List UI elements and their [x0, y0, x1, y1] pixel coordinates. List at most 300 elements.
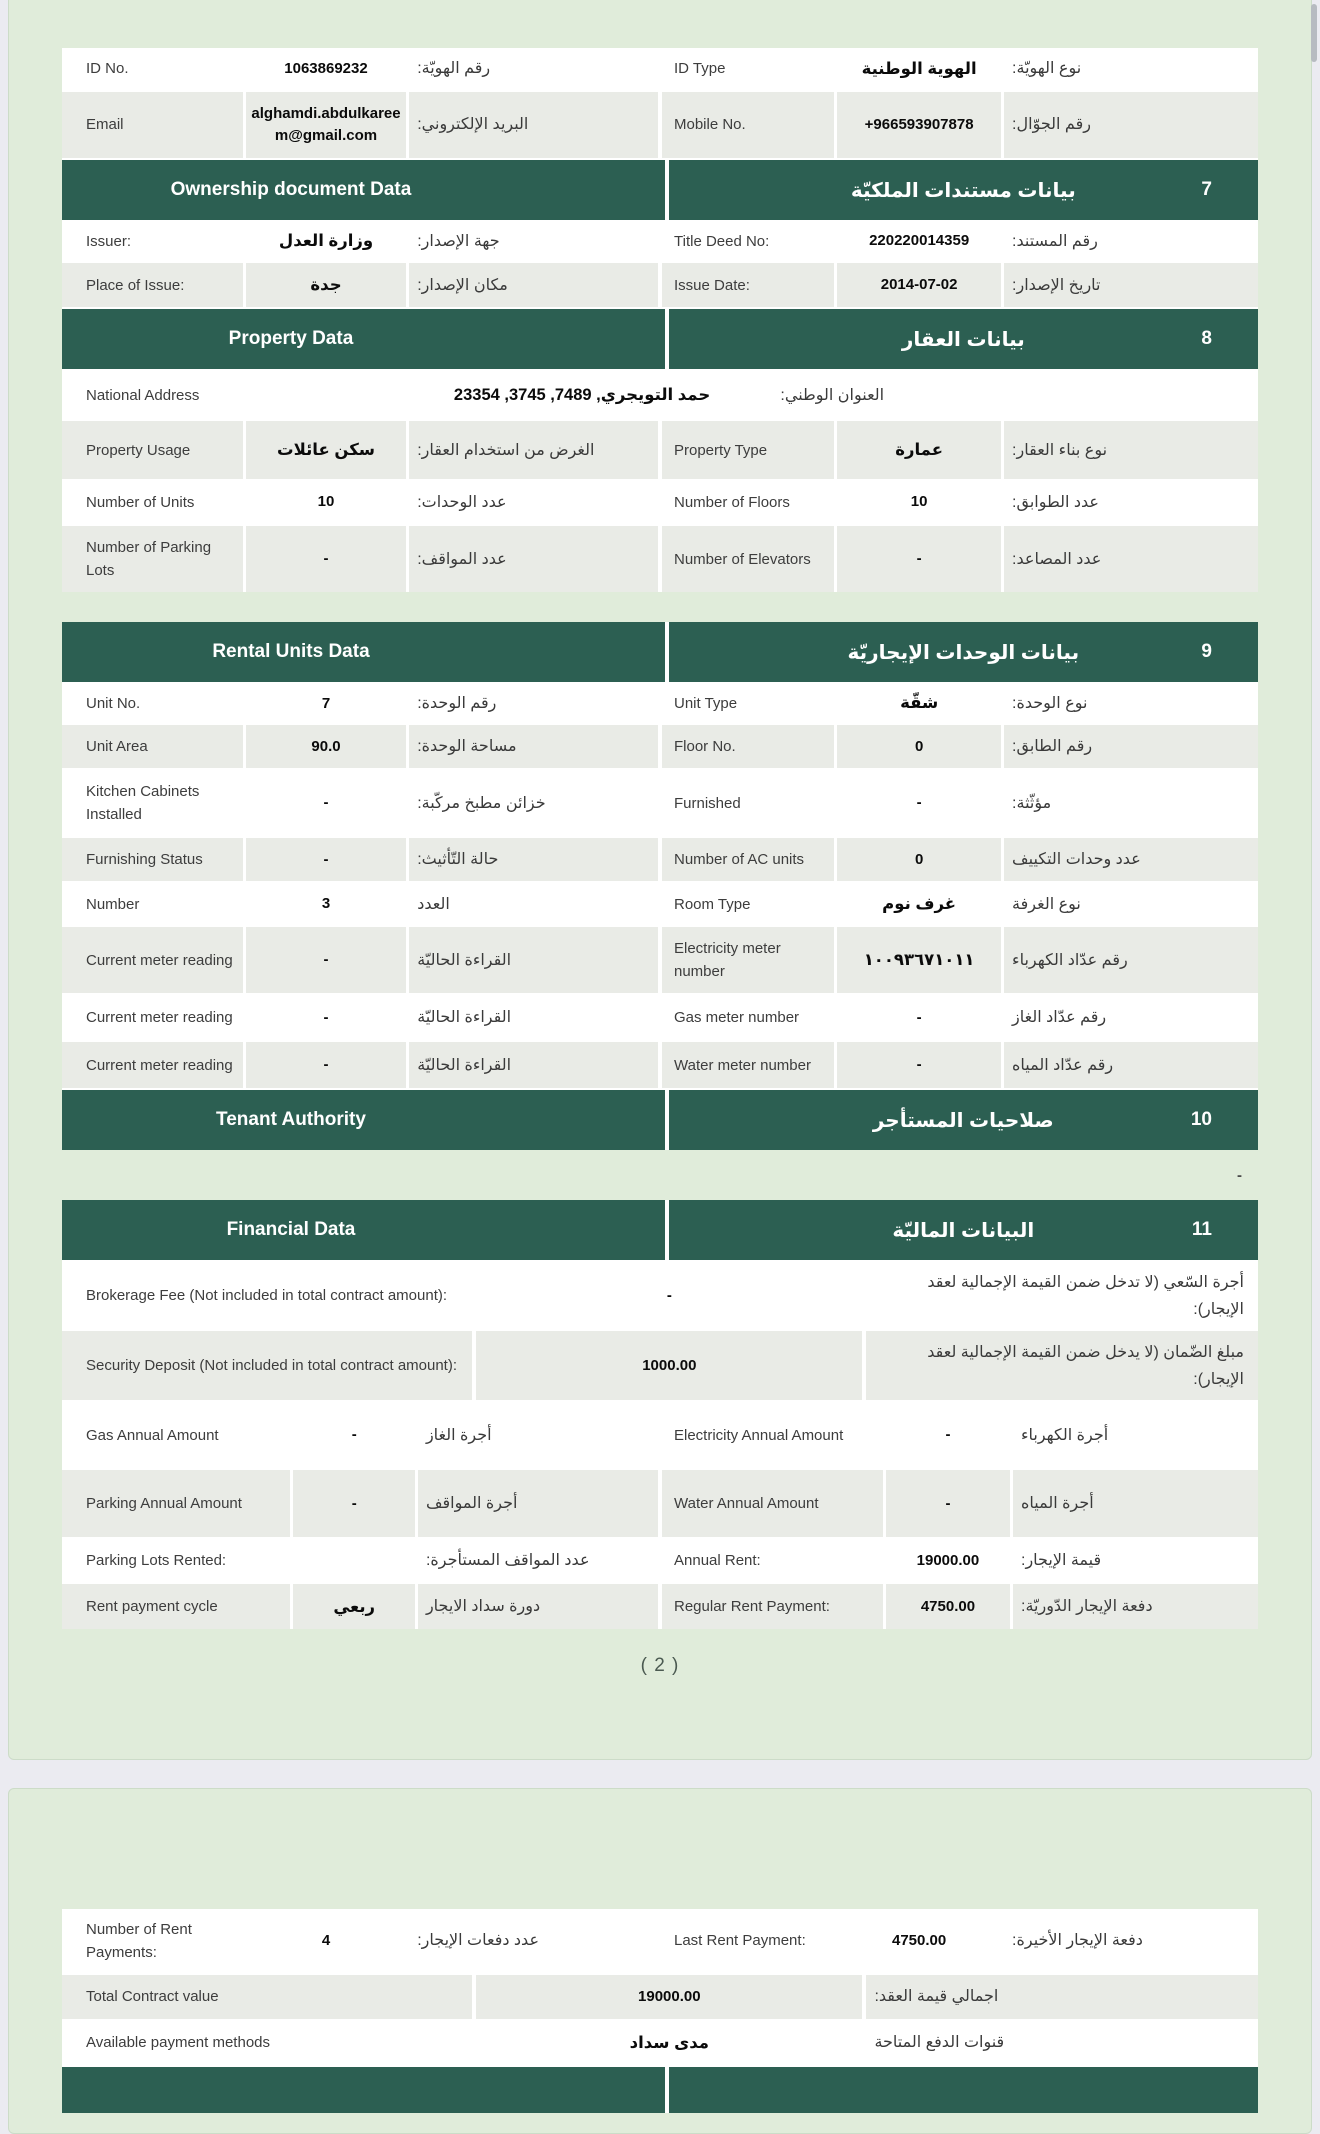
field-label-en	[62, 1262, 472, 1329]
field-label-ar-text: مبلغ الضّمان (لا يدخل ضمن القيمة الإجمالية لعقد الإيجار):	[927, 1343, 1244, 1388]
section-title-ar: بيانات مستندات الملكيّة	[850, 179, 1076, 202]
field-value-text: 7	[321, 694, 331, 712]
field-value-text: -	[323, 951, 329, 969]
row-left-half	[62, 927, 658, 993]
field-label-ar-text: رقم عدّاد المياه	[1012, 1056, 1114, 1074]
row-left-half	[62, 92, 658, 158]
field-label-en	[62, 526, 243, 592]
section-title-en: Property Data	[228, 328, 354, 350]
field-label-en-text: Unit Area	[86, 738, 148, 756]
field-value	[837, 263, 1001, 307]
field-label-en-text: Available payment methods	[86, 2034, 270, 2052]
row-right-half	[662, 481, 1258, 524]
row-left-half	[62, 1402, 658, 1468]
field-value-text: 10	[317, 493, 335, 511]
section-header-left-cell	[62, 160, 665, 220]
field-label-en	[62, 995, 243, 1040]
field-label-ar	[409, 48, 658, 90]
empty-authority-dash: -	[1237, 1166, 1242, 1184]
field-label-ar-text: رقم الوحدة:	[417, 695, 497, 713]
field-label-en	[62, 1402, 290, 1468]
field-value-text: 1063869232	[284, 59, 368, 77]
section-title-ar: بيانات الوحدات الإيجاريّة	[847, 641, 1080, 664]
field-label-ar	[772, 371, 1258, 419]
field-label-en	[662, 883, 834, 925]
field-label-en	[662, 684, 834, 723]
row-right-half	[662, 92, 1258, 158]
field-label-ar-text: رقم المستند:	[1012, 233, 1098, 250]
field-value-text: 220220014359	[869, 232, 970, 250]
field-value	[246, 263, 406, 307]
field-label-ar-text: دفعة الإيجار الأخيرة:	[1012, 1932, 1143, 1950]
field-value	[246, 838, 406, 881]
field-label-en	[62, 1470, 290, 1537]
field-value	[246, 725, 406, 768]
field-value	[886, 1584, 1010, 1629]
field-value	[837, 526, 1001, 592]
field-value-text: الهوية الوطنية	[861, 59, 977, 78]
table-row	[62, 2021, 1258, 2065]
field-label-ar	[1004, 1042, 1258, 1088]
field-value-text: ربعي	[333, 1597, 376, 1616]
field-value-text: 4750.00	[920, 1597, 976, 1615]
field-label-en	[62, 1042, 243, 1088]
field-value-text: وزارة العدل	[278, 232, 374, 251]
field-label-ar-text: نوع الوحدة:	[1012, 695, 1088, 713]
field-label-en-text: Floor No.	[674, 738, 736, 756]
field-label-ar	[1004, 263, 1258, 307]
field-label-ar	[866, 1975, 1258, 2019]
row-left-half	[62, 1042, 658, 1088]
field-value-text: -	[351, 1426, 357, 1444]
section-title-en: Ownership document Data	[170, 179, 412, 200]
table-row	[62, 481, 1258, 524]
field-label-en-text: Furnishing Status	[86, 851, 203, 869]
field-label-ar-text: عدد الطوابق:	[1012, 494, 1099, 512]
field-label-ar-text: رقم الجوّال:	[1012, 116, 1091, 134]
field-value	[837, 48, 1001, 90]
field-label-ar	[1004, 725, 1258, 768]
table-row	[62, 1402, 1258, 1468]
field-value	[293, 1402, 415, 1468]
row-left-half	[62, 421, 658, 479]
field-label-ar	[1004, 927, 1258, 993]
field-label-ar	[409, 526, 658, 592]
field-value-text: -	[916, 549, 922, 567]
field-label-ar	[418, 1470, 658, 1537]
field-label-en-text: Last Rent Payment:	[674, 1932, 806, 1950]
field-label-ar	[866, 2021, 1258, 2065]
row-left-half	[62, 1539, 658, 1582]
field-value	[396, 371, 769, 419]
field-value	[246, 1909, 406, 1973]
section-header-right-cell	[669, 2067, 1258, 2113]
field-value-text: +966593907878	[864, 115, 974, 133]
table-row	[62, 770, 1258, 836]
table-row	[62, 421, 1258, 479]
field-label-en	[62, 883, 243, 925]
field-value-text: -	[351, 1494, 357, 1512]
row-right-half	[662, 995, 1258, 1040]
table-row	[62, 92, 1258, 158]
field-label-en	[662, 526, 834, 592]
page-2-content	[62, 0, 1258, 1677]
field-label-en	[662, 995, 834, 1040]
field-label-ar-text: رقم عدّاد الكهرباء	[1012, 951, 1128, 969]
field-label-ar	[418, 1539, 658, 1582]
field-label-ar	[1004, 883, 1258, 925]
row-right-half	[662, 838, 1258, 881]
field-label-en-text: Email	[86, 116, 124, 134]
field-label-ar	[409, 421, 658, 479]
field-value	[837, 684, 1001, 723]
field-label-en-text: Brokerage Fee (Not included in total contract amount):	[86, 1287, 448, 1305]
field-label-en	[662, 1909, 834, 1973]
field-label-en-text: Gas meter number	[674, 1009, 800, 1027]
field-label-en-text: Kitchen Cabinets Installed	[86, 783, 200, 824]
field-label-ar	[1013, 1539, 1258, 1582]
field-value	[246, 481, 406, 524]
data-table	[62, 622, 1258, 1150]
field-label-en	[662, 770, 834, 836]
section-title-en: Tenant Authority	[216, 1109, 366, 1131]
field-label-en-text: Property Usage	[86, 441, 191, 459]
page-3-content	[62, 1789, 1258, 2113]
section-title-ar: بيانات العقار	[901, 328, 1025, 351]
section-header	[62, 160, 1258, 220]
field-label-en-text: Property Type	[674, 441, 768, 459]
row-left-half	[62, 263, 658, 307]
field-label-en	[62, 770, 243, 836]
field-label-en	[62, 1975, 472, 2019]
field-value-text: حمد التويجري, 7489, 3745, 23354	[453, 385, 711, 404]
field-value-text: 2014-07-02	[880, 275, 958, 293]
field-label-en	[62, 927, 243, 993]
field-value	[293, 1539, 415, 1582]
section-header-right-cell	[669, 160, 1258, 220]
field-label-ar-text: رقم الطابق:	[1012, 738, 1093, 756]
field-label-en-text: Unit No.	[86, 695, 141, 713]
field-label-en-text: Title Deed No:	[674, 232, 770, 250]
field-value	[837, 92, 1001, 158]
field-label-en-text: Issue Date:	[674, 276, 750, 294]
row-right-half	[662, 222, 1258, 261]
field-label-ar-text: أجرة السّعي (لا تدخل ضمن القيمة الإجمالية لعقد الإيجار):	[927, 1273, 1244, 1318]
section-number: 11	[1191, 1219, 1212, 1241]
field-value	[886, 1539, 1010, 1582]
field-value	[837, 1042, 1001, 1088]
field-label-en	[62, 684, 243, 723]
field-value-text: -	[945, 1426, 951, 1444]
field-label-ar-text: قنوات الدفع المتاحة	[874, 2034, 1005, 2052]
field-value-text: غرف نوم	[882, 895, 957, 913]
field-label-ar	[1004, 222, 1258, 261]
section-header-left-cell	[62, 622, 665, 682]
field-label-en-text: Number of Parking Lots	[86, 538, 212, 580]
table-row	[62, 883, 1258, 925]
field-value	[246, 526, 406, 592]
field-label-ar	[409, 481, 658, 524]
field-value	[476, 1975, 862, 2019]
field-label-en-text: Number of AC units	[674, 851, 805, 869]
document-page-3	[8, 1788, 1312, 2134]
field-value-text: -	[945, 1494, 951, 1512]
field-label-en	[62, 838, 243, 881]
field-label-ar-text: مكان الإصدار:	[417, 276, 508, 294]
table-row	[62, 995, 1258, 1040]
row-right-half	[662, 48, 1258, 90]
table-row	[62, 927, 1258, 993]
field-value	[886, 1402, 1010, 1468]
field-label-en	[662, 1042, 834, 1088]
field-label-ar-text: العنوان الوطني:	[780, 386, 885, 404]
field-label-ar-text: حالة التّأثيث:	[417, 851, 499, 869]
section-header-left-cell	[62, 1090, 665, 1150]
field-label-ar-text: أجرة الكهرباء	[1021, 1426, 1109, 1444]
section-header-right-cell	[669, 1090, 1258, 1150]
field-label-ar	[866, 1262, 1258, 1329]
field-value	[837, 770, 1001, 836]
field-label-ar-text: قيمة الإيجار:	[1021, 1552, 1102, 1570]
section-title-en: Financial Data	[226, 1219, 356, 1241]
field-label-ar	[1004, 421, 1258, 479]
table-row	[62, 1584, 1258, 1629]
field-label-en	[62, 421, 243, 479]
row-right-half	[662, 883, 1258, 925]
field-label-en-text: Number of Rent Payments:	[86, 1920, 192, 1961]
field-value-text: جدة	[310, 275, 342, 294]
field-value	[246, 927, 406, 993]
field-value-text: -	[666, 1286, 672, 1304]
field-label-ar-text: مساحة الوحدة:	[417, 738, 517, 756]
row-right-half	[662, 263, 1258, 307]
field-label-ar	[409, 770, 658, 836]
table-row	[62, 1975, 1258, 2019]
table-row	[62, 222, 1258, 261]
row-right-half	[662, 684, 1258, 723]
field-label-en	[62, 92, 243, 158]
section-number: 8	[1201, 328, 1212, 350]
vertical-scrollbar-thumb[interactable]	[1311, 4, 1317, 62]
field-label-en	[662, 838, 834, 881]
field-label-en-text: Gas Annual Amount	[86, 1426, 219, 1444]
section-header-left-cell	[62, 1200, 665, 1260]
field-label-en	[62, 48, 243, 90]
table-row	[62, 1331, 1258, 1400]
field-label-ar	[409, 1042, 658, 1088]
field-label-ar	[1004, 838, 1258, 881]
field-value-text: -	[323, 1056, 329, 1074]
field-label-en	[662, 1539, 883, 1582]
field-label-en	[662, 1584, 883, 1629]
table-row	[62, 1470, 1258, 1537]
field-label-en-text: Water Annual Amount	[674, 1495, 819, 1513]
field-value-text: شقّة	[900, 694, 939, 713]
row-right-half	[662, 1909, 1258, 1973]
field-label-en-text: Number of Floors	[674, 494, 790, 512]
data-table	[62, 1909, 1258, 2113]
document-page-2	[8, 0, 1312, 1760]
field-label-en-text: Mobile No.	[674, 116, 746, 134]
field-label-en-text: Regular Rent Payment:	[674, 1598, 830, 1616]
row-right-half	[662, 1470, 1258, 1537]
field-label-en	[662, 927, 834, 993]
field-value-text: ١٠٠٩٣٦٧١٠١١	[863, 951, 975, 969]
field-label-ar-text: عدد المواقف المستأجرة:	[425, 1552, 590, 1570]
field-label-en	[62, 725, 243, 768]
table-row	[62, 1539, 1258, 1582]
field-value	[246, 770, 406, 836]
field-label-en-text: ID No.	[86, 60, 129, 78]
section-number: 7	[1201, 179, 1212, 200]
field-value	[246, 995, 406, 1040]
field-label-en	[62, 2021, 472, 2065]
section-number: 10	[1190, 1109, 1212, 1131]
field-label-ar-text: القراءة الحاليّة	[417, 951, 512, 969]
field-label-en	[62, 1331, 472, 1400]
field-label-en	[62, 371, 392, 419]
section-header	[62, 1090, 1258, 1150]
field-value	[837, 927, 1001, 993]
table-row	[62, 1262, 1258, 1329]
field-label-en	[662, 725, 834, 768]
field-label-ar	[409, 1909, 658, 1973]
field-label-en-text: Parking Annual Amount	[86, 1495, 242, 1513]
field-value-text: 4	[321, 1931, 331, 1949]
field-label-ar-text: عدد المصاعد:	[1012, 550, 1102, 568]
field-label-ar	[409, 263, 658, 307]
field-label-ar-text: أجرة المياه	[1021, 1495, 1094, 1513]
field-label-en	[662, 481, 834, 524]
field-label-en	[62, 222, 243, 261]
section-title-en: Rental Units Data	[212, 641, 370, 663]
field-value-text: مدى سداد	[629, 2033, 709, 2052]
section-header	[62, 309, 1258, 369]
table-row	[62, 684, 1258, 723]
field-label-en-text: Number of Elevators	[674, 550, 811, 568]
section-title-ar: البيانات الماليّة	[892, 1219, 1035, 1242]
field-value	[293, 1584, 415, 1629]
field-value	[837, 995, 1001, 1040]
field-value	[837, 1909, 1001, 1973]
field-label-ar	[1004, 1909, 1258, 1973]
field-value	[837, 838, 1001, 881]
field-label-ar-text: تاريخ الإصدار:	[1012, 276, 1101, 294]
field-label-ar	[866, 1331, 1258, 1400]
field-label-en-text: Annual Rent:	[674, 1552, 761, 1570]
field-label-ar	[1004, 770, 1258, 836]
field-label-en	[662, 1402, 883, 1468]
field-value-text: 1000.00	[642, 1356, 697, 1374]
row-right-half	[662, 927, 1258, 993]
field-label-ar-text: عدد الوحدات:	[417, 494, 507, 512]
field-label-en	[662, 222, 834, 261]
field-value	[246, 883, 406, 925]
row-right-half	[662, 725, 1258, 768]
field-value	[246, 48, 406, 90]
field-value-text: -	[323, 850, 329, 868]
field-label-en-text: Issuer:	[86, 232, 132, 250]
field-value-text: 3	[321, 895, 331, 913]
row-left-half	[62, 1470, 658, 1537]
field-label-en-text: ID Type	[674, 60, 726, 78]
field-label-ar	[1004, 995, 1258, 1040]
data-table	[62, 48, 1258, 592]
field-label-ar-text: نوع بناء العقار:	[1012, 441, 1108, 459]
field-label-ar	[1004, 526, 1258, 592]
field-label-ar-text: القراءة الحاليّة	[417, 1056, 512, 1074]
field-label-ar	[1013, 1470, 1258, 1537]
field-label-ar	[409, 92, 658, 158]
section-header-right-cell	[669, 1200, 1258, 1260]
row-left-half	[62, 222, 658, 261]
field-label-ar	[409, 995, 658, 1040]
row-left-half	[62, 725, 658, 768]
section-header	[62, 2067, 1258, 2113]
section-header-right-cell	[669, 622, 1258, 682]
field-label-ar-text: القراءة الحاليّة	[417, 1009, 512, 1027]
empty-authority-row	[62, 1150, 1258, 1200]
field-value-text: 0	[914, 850, 924, 868]
field-label-ar-text: عدد وحدات التكييف	[1012, 851, 1141, 869]
table-row	[62, 1042, 1258, 1088]
row-left-half	[62, 526, 658, 592]
field-label-ar-text: أجرة الغاز	[425, 1426, 492, 1444]
field-label-en-text: Water meter number	[674, 1056, 811, 1074]
field-value	[476, 1331, 862, 1400]
field-label-en-text: Furnished	[674, 794, 741, 812]
field-label-ar	[418, 1584, 658, 1629]
row-left-half	[62, 1584, 658, 1629]
field-label-ar	[1004, 684, 1258, 723]
field-value-text: 10	[910, 493, 928, 511]
field-label-en-text: Number	[86, 895, 140, 913]
section-header-left-cell	[62, 2067, 665, 2113]
field-label-ar-text: خزائن مطبخ مركّبة:	[417, 794, 546, 812]
field-label-ar	[418, 1402, 658, 1468]
field-label-en	[662, 263, 834, 307]
field-label-ar-text: اجمالي قيمة العقد:	[874, 1988, 999, 2006]
field-label-en-text: Unit Type	[674, 695, 738, 713]
field-value-text: 4750.00	[892, 1931, 947, 1949]
section-gap	[62, 592, 1258, 622]
table-row	[62, 263, 1258, 307]
field-label-en	[62, 1909, 243, 1973]
row-right-half	[662, 1042, 1258, 1088]
field-label-en-text: Current meter reading	[86, 1056, 233, 1074]
field-label-ar-text: عدد المواقف:	[417, 550, 507, 568]
field-label-en-text: Electricity Annual Amount	[674, 1426, 844, 1444]
field-value-text: عمارة	[895, 440, 943, 459]
table-row	[62, 526, 1258, 592]
field-label-ar	[1004, 48, 1258, 90]
field-value	[246, 1042, 406, 1088]
field-label-ar	[1013, 1584, 1258, 1629]
field-value-text: alghamdi.abdulkareem@gmail.com	[251, 104, 401, 144]
field-label-ar	[409, 684, 658, 723]
field-label-en-text: National Address	[86, 386, 200, 404]
field-value	[293, 1470, 415, 1537]
field-value	[476, 1262, 862, 1329]
table-row	[62, 838, 1258, 881]
section-header-left-cell	[62, 309, 665, 369]
field-value-text: -	[323, 1008, 329, 1026]
row-left-half	[62, 1909, 658, 1973]
page-number: ( 2 )	[640, 1655, 680, 1677]
field-label-en-text: Room Type	[674, 895, 751, 913]
field-label-ar	[1004, 92, 1258, 158]
row-left-half	[62, 995, 658, 1040]
